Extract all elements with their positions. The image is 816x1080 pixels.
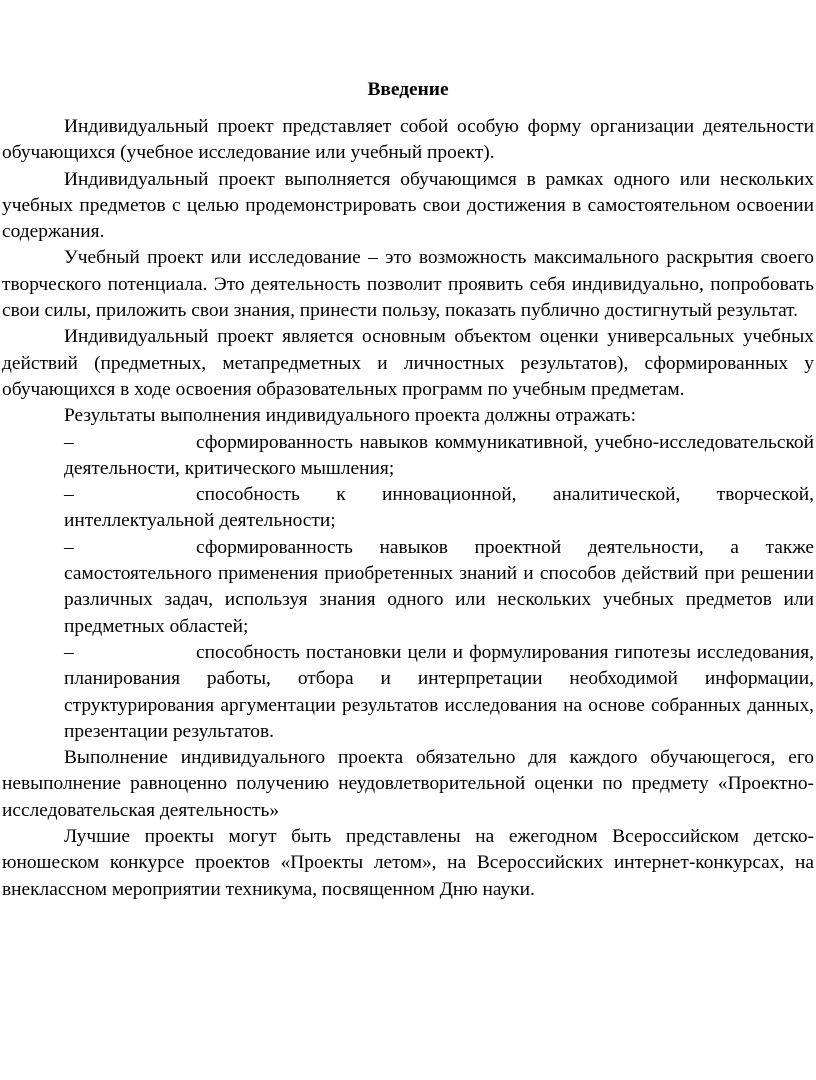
list-dash: –: [64, 536, 74, 558]
document-body: [2, 114, 814, 903]
list-item: [2, 535, 814, 640]
paragraph-mandatory: Выполнение индивидуального проекта обязательно для каждого обучающегося, его невыполнение равноценно получению неудовлетворительной оценки по предмету «Проектно-исследовательская деятельность»: [2, 747, 814, 821]
list-item-text: сформированность навыков проектной деятельности, а также самостоятельного применения приобретенных знаний и способов действий при решении различных задач, используя знания одного или нескольких учебных предметов или предметных областей;: [64, 536, 814, 637]
paragraph-best-projects: Лучшие проекты могут быть представлены на ежегодном Всероссийском детско-юношеском конкурсе проектов «Проекты летом», на Всероссийских интернет-конкурсах, на внеклассном мероприятии техникума, посвященном Дню науки.: [2, 826, 814, 900]
list-item-text: способность постановки цели и формулирования гипотезы исследования, планирования работы, отбора и интерпретации необходимой информации, структурирования аргументации результатов исследования на основе собранных данных, презентации результатов.: [64, 641, 814, 742]
list-dash: –: [64, 641, 74, 663]
paragraph-intro-execution: Индивидуальный проект выполняется обучающимся в рамках одного или нескольких учебных предметов с целью продемонстрировать свои достижения в самостоятельном освоении содержания.: [2, 168, 814, 243]
paragraph-intro-definition: Индивидуальный проект представляет собой особую форму организации деятельности обучающихся (учебное исследование или учебный проект).: [2, 116, 814, 164]
paragraph-results-lead: Результаты выполнения индивидуального проекта должны отражать:: [64, 405, 637, 427]
paragraph-intro-opportunity: Учебный проект или исследование – это возможность максимального раскрытия своего творческого потенциала. Это деятельность позволит проявить себя индивидуально, попробовать свои силы, приложить свои знания, принести пользу, показать публично достигнутый результат.: [2, 247, 814, 322]
list-item-text: сформированность навыков коммуникативной, учебно-исследовательской деятельности, критического мышления;: [64, 431, 814, 479]
list-item-text: способность к инновационной, аналитической, творческой, интеллектуальной деятельности;: [64, 484, 814, 532]
paragraph-intro-assessment: Индивидуальный проект является основным объектом оценки универсальных учебных действий (предметных, метапредметных и личностных результатов), сформированных у обучающихся в ходе освоения образовательных программ по учебным предметам.: [2, 326, 814, 400]
results-list: [2, 430, 814, 746]
list-dash: –: [64, 431, 74, 453]
list-item: [2, 430, 814, 483]
list-item: [2, 482, 814, 535]
page-title: Введение: [367, 79, 449, 100]
list-item: [2, 640, 814, 745]
list-dash: –: [64, 484, 74, 506]
